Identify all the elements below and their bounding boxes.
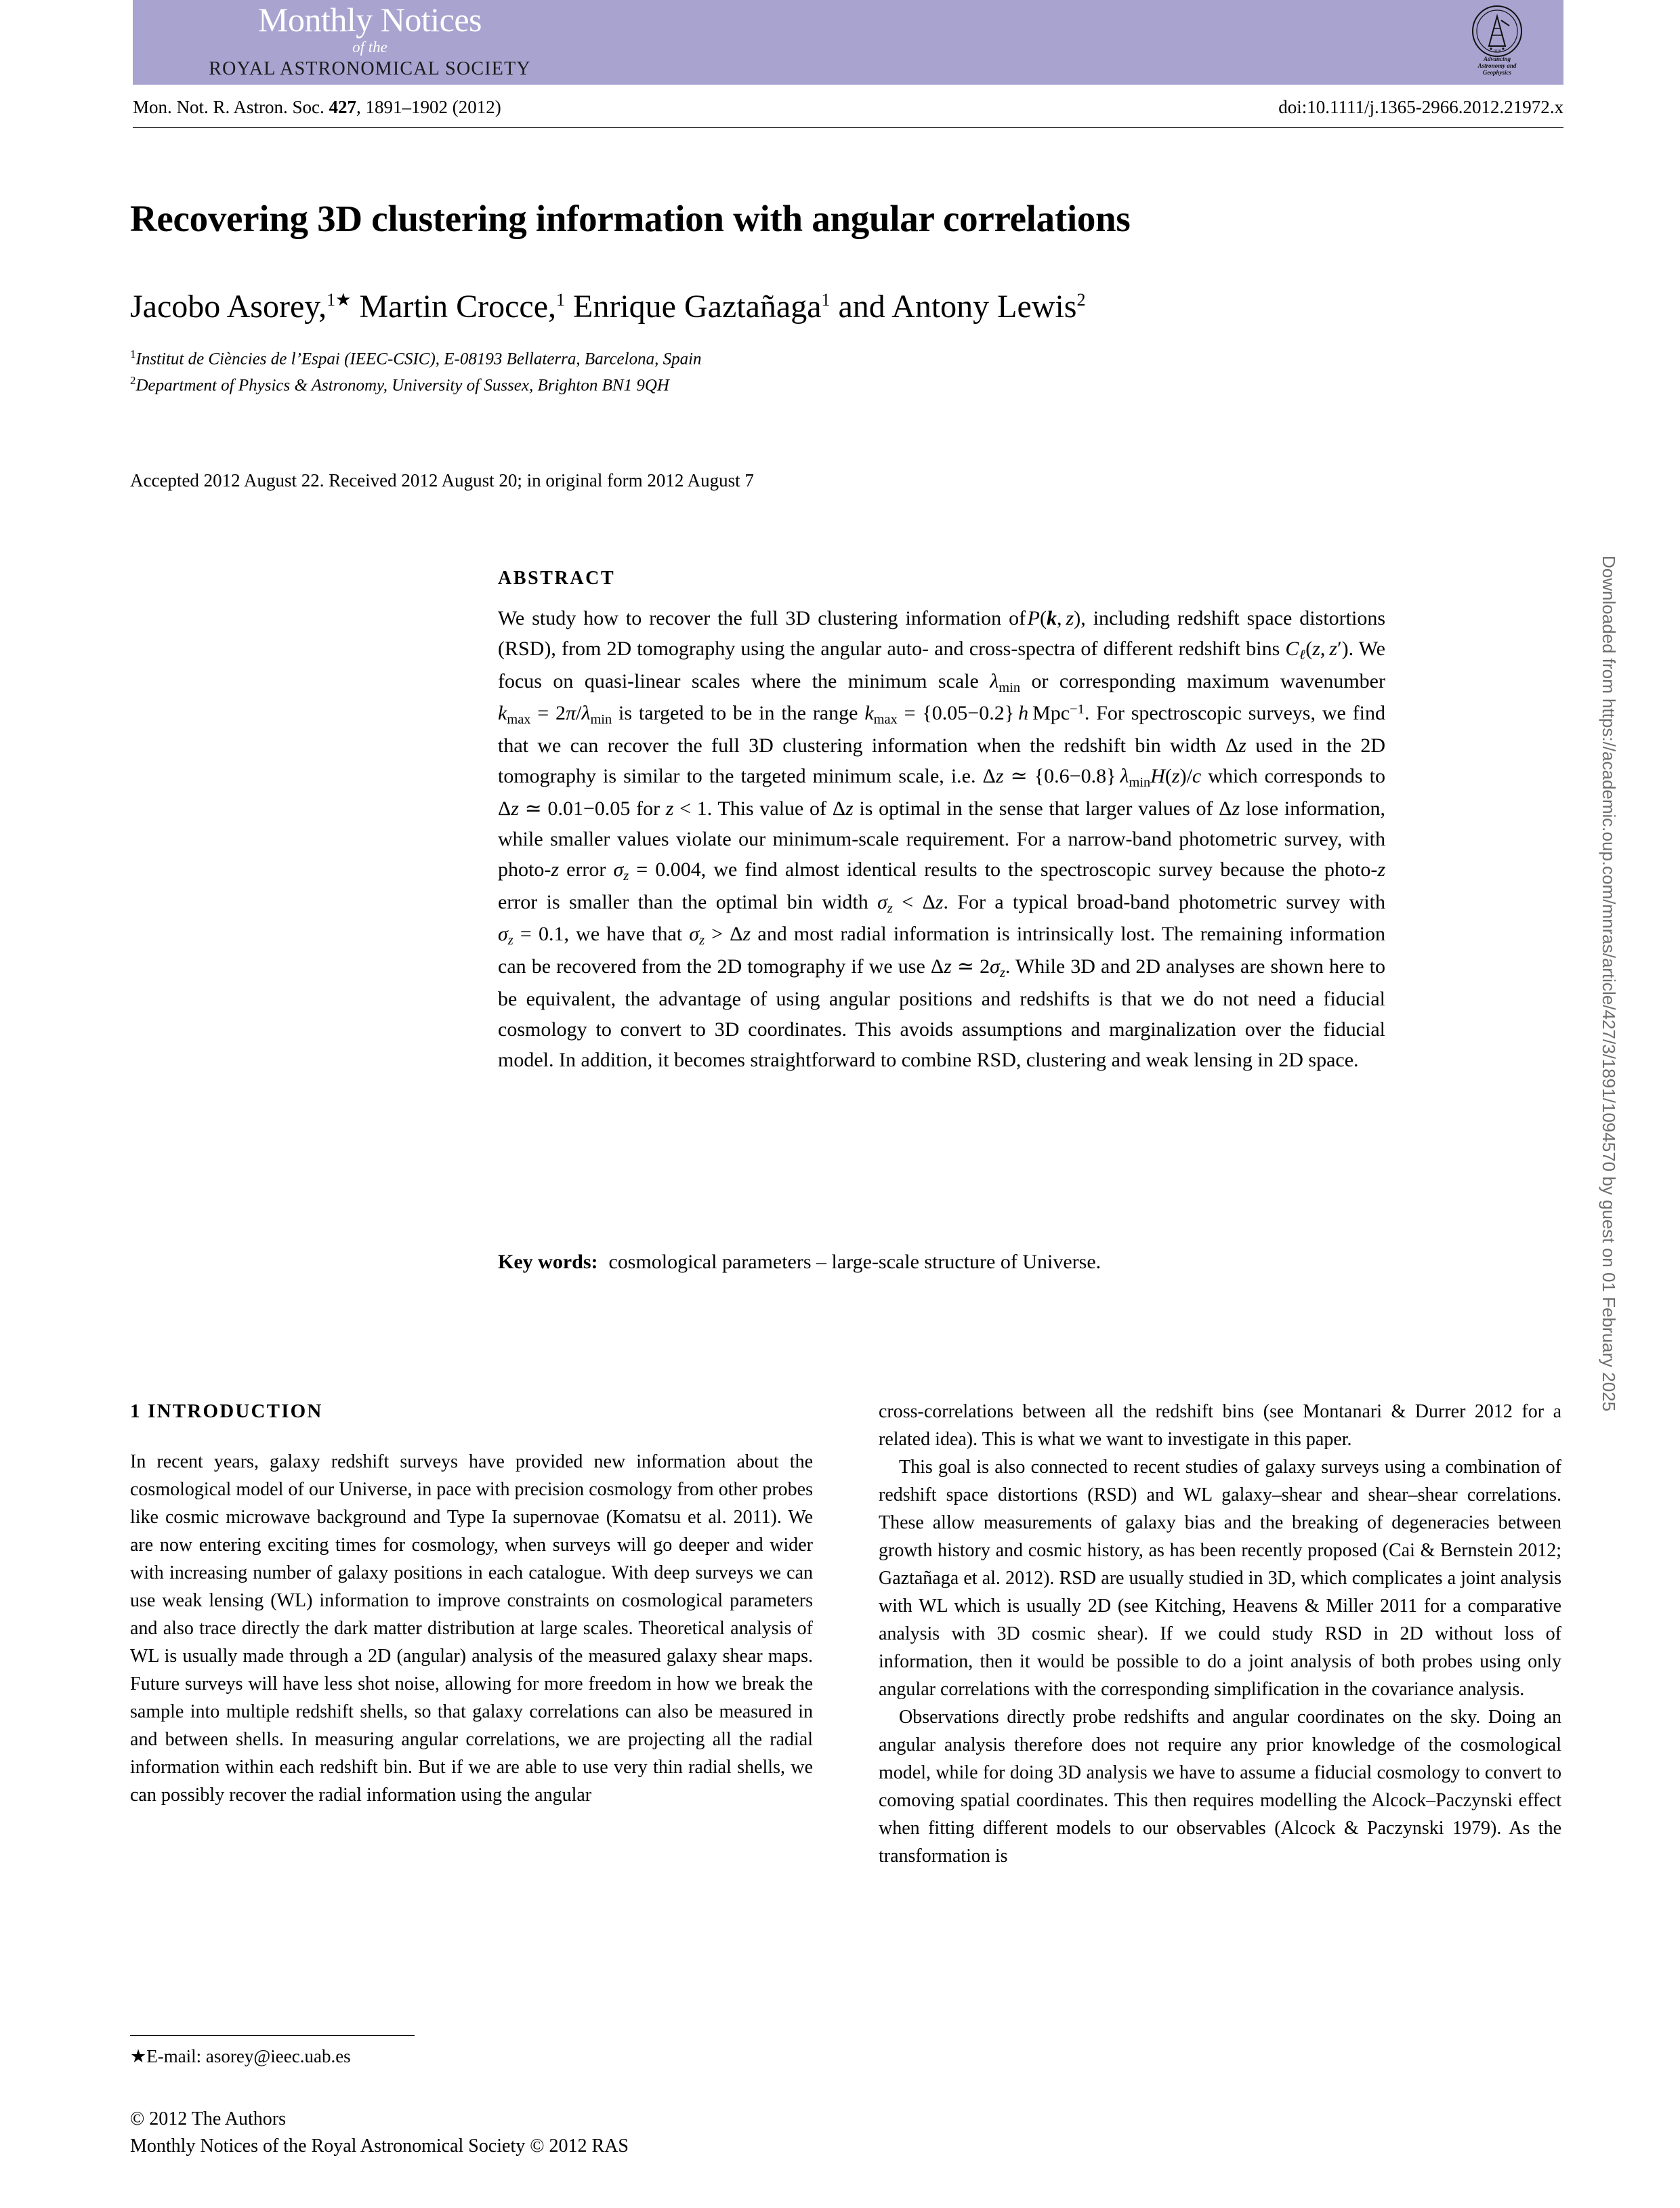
affiliation-2-text: Department of Physics & Astronomy, University of Sussex, Brighton BN1 9QH — [135, 376, 669, 395]
volume-number: 427 — [329, 97, 357, 117]
footnote-divider — [130, 2035, 415, 2036]
page-footer — [130, 2106, 629, 2160]
keywords-section — [498, 1251, 1385, 1274]
affiliation-1-text: Institut de Ciències de l’Espai (IEEC-CSIC), E-08193 Bellaterra, Barcelona, Spain — [135, 350, 702, 369]
svg-text:1820: 1820 — [1493, 49, 1501, 54]
journal-title-main: Monthly Notices — [258, 1, 482, 39]
author-list: Jacobo Asorey,$^{1★}$ Martin Crocce,$^1$ Enrique Gaztañaga$^1$ and Antony Lewis$^2$ — [130, 289, 1086, 325]
keywords-label: Key words: — [498, 1251, 598, 1273]
paragraph: This goal is also connected to recent studies of galaxy surveys using a combination of redshift space distortions (RSD) and WL galaxy–shear and shear–shear correlations. These allow measurements of galaxy bias and the breaking of degeneracies between growth history and cosmic history, as has been recently proposed (Cai & Bernstein 2012; Gaztañaga et al. 2012). RSD are usually studied in 3D, which complicates a joint analysis with WL which is usually 2D (see Kitching, Heavens & Miller 2011 for a comparative analysis with 3D cosmic shear). If we could study RSD in 2D without loss of information, then it would be possible to do a joint analysis of both probes using only angular correlations with the corresponding simplification in the covariance analysis. — [879, 1457, 1561, 1701]
citation-row — [133, 97, 1563, 124]
body-column-left — [130, 1448, 813, 1809]
paragraph: In recent years, galaxy redshift surveys have provided new information about the cosmological model of our Universe, in pace with precision cosmology from other probes like cosmic microwave background and Type Ia supernovae (Komatsu et al. 2011). We are now entering exciting times for cosmology, when surveys will go deeper and wider with increasing number of galaxy positions in each catalogue. With deep surveys we can use weak lensing (WL) information to improve constraints on cosmological parameters and also trace directly the dark matter distribution at large scales. Theoretical analysis of WL is usually made through a 2D (angular) analysis of the measured galaxy shear maps. Future surveys will have less shot noise, allowing for more freedom in how we break the sample into multiple redshift shells, so that galaxy correlations can also be measured in and between shells. In measuring angular correlations, we are projecting all the radial information within each redshift bin. But if we are able to use very thin radial shells, we can possibly recover the radial information using the angular — [130, 1451, 813, 1806]
journal-logo — [180, 3, 560, 79]
accepted-dates: Accepted 2012 August 22. Received 2012 August 20; in original form 2012 August 7 — [130, 470, 754, 491]
copyright-line-2: Monthly Notices of the Royal Astronomical Society © 2012 RAS — [130, 2135, 629, 2157]
journal-abbrev: Mon. Not. R. Astron. Soc. — [133, 97, 324, 117]
download-source-text: Downloaded from https://academic.oup.com/mnras/article/427/3/1891/1094570 by guest on 01 February 2025 — [1599, 556, 1619, 1412]
section-heading-introduction: 1 INTRODUCTION — [130, 1400, 323, 1422]
paragraph: cross-correlations between all the redshift bins (see Montanari & Durrer 2012 for a related idea). This is what we want to investigate in this paper. — [879, 1401, 1561, 1451]
keywords-value: cosmological parameters – large-scale structure of Universe. — [608, 1251, 1101, 1273]
abstract-text: We study how to recover the full 3D clustering information of P(k, z), including redshift space distortions (RSD), from 2D tomography using the angular auto- and cross-spectra of different redshift bins $C_\ell(z$, z′). We focus on quasi-linear scales where the minimum scale $\lambda_{min}$ or corresponding maximum wavenumber $k_{max} = 2\pi/\lambda_{min}$ is targeted to be in the range $k_{max} = \{0.05-0.2\}$ h Mpc$^{-1}$. For spectroscopic surveys, we find that we can recover the full 3D clustering information when the redshift bin width Δz used in the 2D tomography is similar to the targeted minimum scale, i.e. Δz ≃ {0.6−0.8} $\lambda_{min}H(z)/c$ which corresponds to Δz ≃ 0.01−0.05 for z < 1. This value of Δz is optimal in the sense that larger values of Δz lose information, while smaller values violate our minimum-scale requirement. For a narrow-band photometric survey, with photo-z error $\sigma_z = 0.004$, we find almost identical results to the spectroscopic survey because the photo-z error is smaller than the optimal bin width $\sigma_z < \Delta z$. For a typical broad-band photometric survey with $\sigma_z = 0.1$, we have that $\sigma_z > \Delta z$ and most radial information is intrinsically lost. The remaining information can be recovered from the 2D tomography if we use Δz ≃ $2\sigma_z$. While 3D and 2D analyses are shown here to be equivalent, the advantage of using angular positions and redshifts is that we do not need a fiducial cosmology to convert to 3D coordinates. This avoids assumptions and marginalization over the fiducial model. In addition, it becomes straightforward to combine RSD, clustering and weak lensing in 2D space. — [498, 607, 1386, 1071]
body-column-right — [879, 1398, 1561, 1870]
page-title: Recovering 3D clustering information with angular correlations — [130, 198, 1131, 239]
ras-seal-icon — [1459, 5, 1535, 81]
affiliation-2: $^2$Department of Physics & Astronomy, University of Sussex, Brighton BN1 9QH — [130, 374, 669, 395]
download-source-stamp — [1591, 556, 1631, 1897]
abstract-section — [498, 568, 1385, 1075]
journal-title-society: ROYAL ASTRONOMICAL SOCIETY — [209, 58, 531, 79]
abstract-heading: ABSTRACT — [498, 568, 616, 589]
seal-caption: Advancing Astronomy and Geophysics — [1477, 56, 1517, 76]
copyright-line-1: © 2012 The Authors — [130, 2108, 286, 2129]
header-divider — [133, 127, 1563, 128]
publication-year: (2012) — [452, 97, 501, 117]
page-range: 1891–1902 — [365, 97, 448, 117]
doi-link[interactable]: doi:10.1111/j.1365-2966.2012.21972.x — [1278, 97, 1563, 117]
affiliation-1: $^1$Institut de Ciències de l’Espai (IEEC-CSIC), E-08193 Bellaterra, Barcelona, Spain — [130, 348, 702, 369]
paragraph: Observations directly probe redshifts and angular coordinates on the sky. Doing an angular analysis therefore does not require any prior knowledge of the cosmological model, while for doing 3D analysis we have to assume a fiducial cosmology to convert to comoving spatial coordinates. This then requires modelling the Alcock–Paczynski effect when fitting different models to our observables (Alcock & Paczynski 1979). As the transformation is — [879, 1707, 1561, 1867]
masthead-band — [133, 0, 1563, 85]
citation-reference: Mon. Not. R. Astron. Soc. 427, 1891–1902 (2012) — [133, 97, 501, 117]
corresponding-author-email[interactable]: ★E-mail: asorey@ieec.uab.es — [130, 2046, 351, 2066]
journal-title-of-the: of the — [352, 39, 387, 56]
